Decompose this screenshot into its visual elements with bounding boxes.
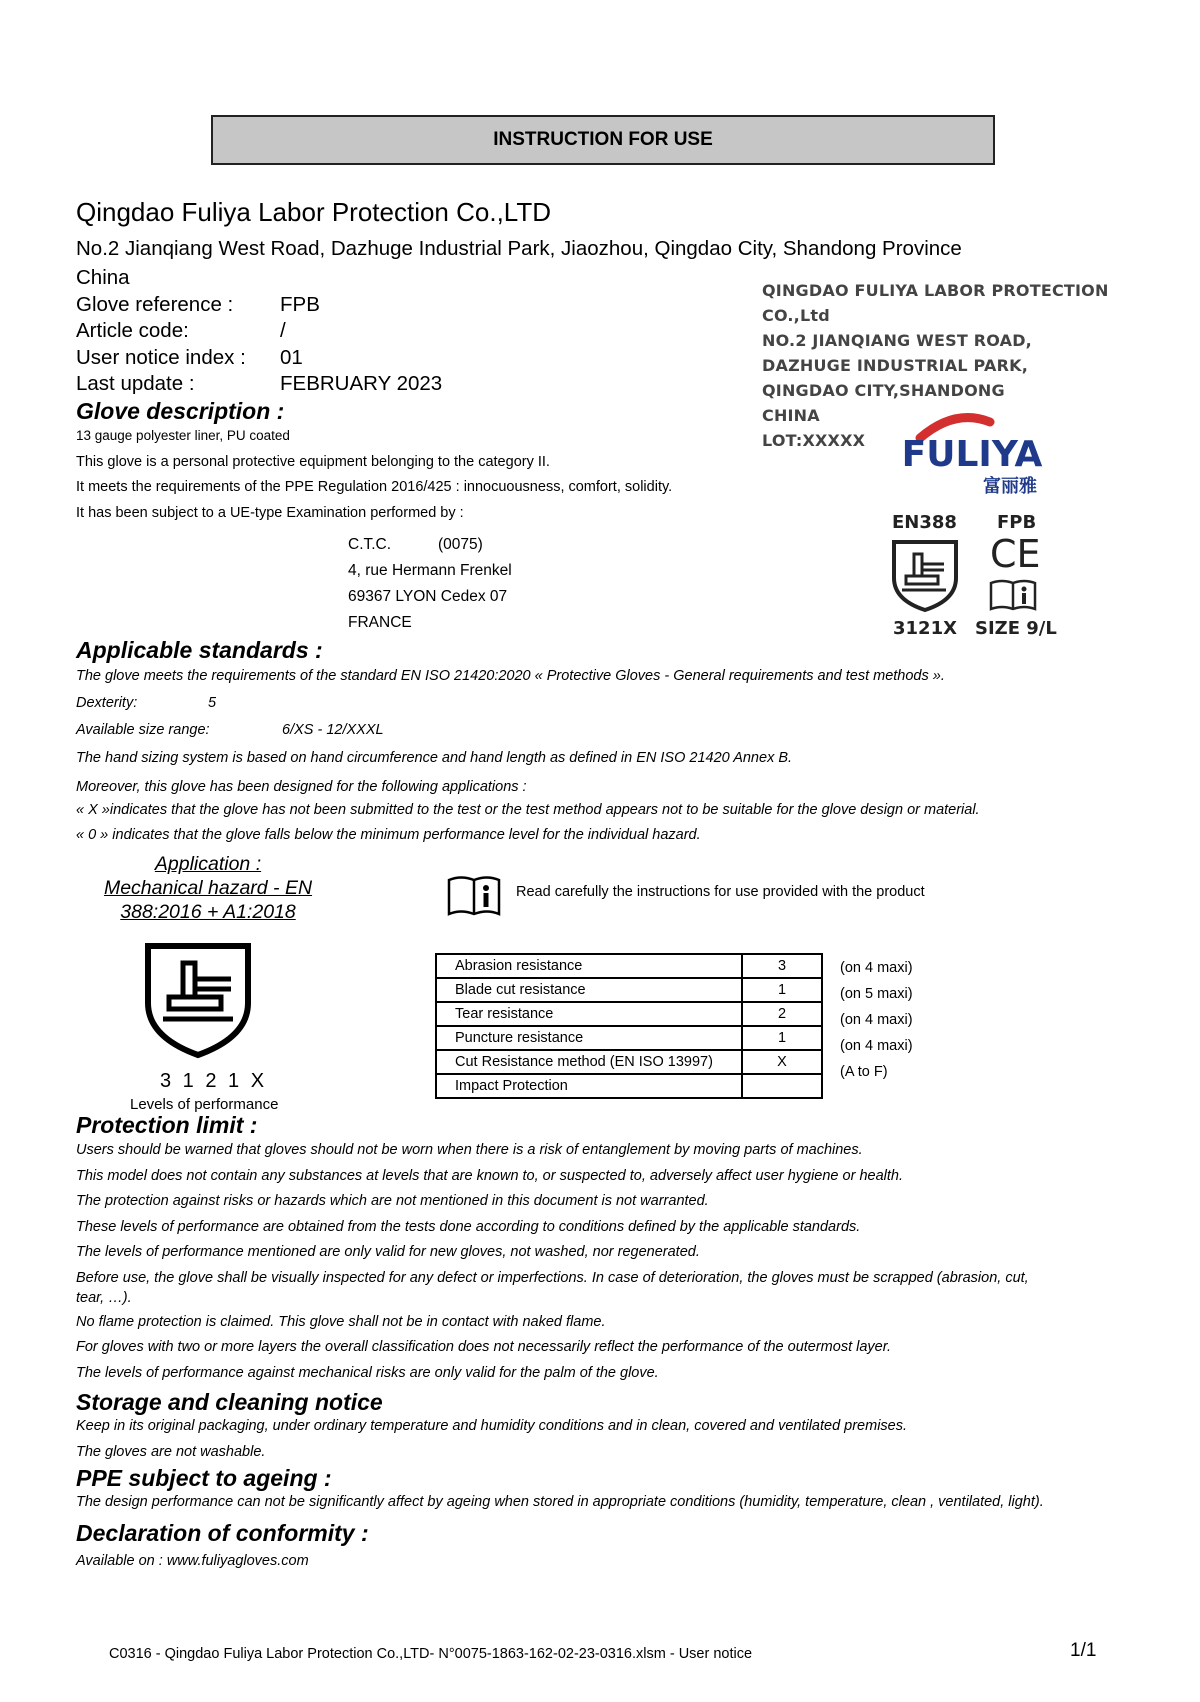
notified-body-street: 4, rue Hermann Frenkel bbox=[348, 562, 512, 579]
storage-heading: Storage and cleaning notice bbox=[76, 1389, 383, 1415]
performance-max: (A to F) bbox=[840, 1064, 888, 1080]
description-line: This glove is a personal protective equipment belonging to the category II. bbox=[76, 454, 550, 470]
company-country: China bbox=[76, 266, 130, 289]
standards-line: Moreover, this glove has been designed for the following applications : bbox=[76, 779, 527, 795]
user-notice-index-label: User notice index : bbox=[76, 346, 246, 369]
applicable-standards-heading: Applicable standards : bbox=[76, 637, 323, 663]
ce-mark-icon: CE bbox=[990, 532, 1041, 576]
glove-reference-label: Glove reference : bbox=[76, 293, 234, 316]
levels-of-performance-label: Levels of performance bbox=[130, 1096, 279, 1113]
label-line: NO.2 JIANQIANG WEST ROAD, bbox=[762, 331, 1032, 350]
glove-description-heading: Glove description : bbox=[76, 398, 285, 424]
performance-code: 3 1 2 1 X bbox=[160, 1070, 268, 1092]
protection-line: The levels of performance mentioned are only valid for new gloves, not washed, nor regenerated. bbox=[76, 1244, 700, 1260]
performance-value: 1 bbox=[742, 978, 822, 1002]
performance-name: Blade cut resistance bbox=[436, 978, 742, 1002]
user-notice-index-value: 01 bbox=[280, 346, 303, 369]
page-number: 1/1 bbox=[1070, 1640, 1097, 1661]
performance-value: 2 bbox=[742, 1002, 822, 1026]
performance-value: 3 bbox=[742, 954, 822, 978]
ageing-heading: PPE subject to ageing : bbox=[76, 1465, 332, 1491]
protection-line: The levels of performance against mechanical risks are only valid for the palm of the glove. bbox=[76, 1365, 659, 1381]
label-size: SIZE 9/L bbox=[975, 618, 1057, 639]
protection-line: The protection against risks or hazards which are not mentioned in this document is not warranted. bbox=[76, 1193, 709, 1209]
performance-max: (on 4 maxi) bbox=[840, 1038, 913, 1054]
document-title: INSTRUCTION FOR USE bbox=[211, 115, 995, 165]
standards-line: The hand sizing system is based on hand circumference and hand length as defined in EN ISO 21420 Annex B. bbox=[76, 750, 793, 766]
notified-body-country: FRANCE bbox=[348, 614, 412, 631]
size-range-label: Available size range: bbox=[76, 722, 210, 738]
description-line: It meets the requirements of the PPE Regulation 2016/425 : innocuousness, comfort, solidity. bbox=[76, 479, 673, 495]
protection-line: These levels of performance are obtained from the tests done according to conditions defined by the applicable standards. bbox=[76, 1219, 861, 1235]
mechanical-hazard-line1: Mechanical hazard - EN bbox=[103, 877, 313, 899]
read-instructions-book-icon bbox=[446, 874, 502, 918]
table-row bbox=[436, 1026, 822, 1050]
label-line: CO.,Ltd bbox=[762, 306, 830, 325]
label-line: CHINA bbox=[762, 406, 820, 425]
performance-name: Cut Resistance method (EN ISO 13997) bbox=[436, 1050, 742, 1074]
performance-name: Impact Protection bbox=[436, 1074, 742, 1098]
performance-value bbox=[742, 1074, 822, 1098]
table-row bbox=[436, 954, 822, 978]
performance-table bbox=[435, 953, 823, 1099]
article-code-value: / bbox=[280, 319, 286, 342]
standards-line: « 0 » indicates that the glove falls below the minimum performance level for the individual hazard. bbox=[76, 827, 701, 843]
company-address: No.2 Jianqiang West Road, Dazhuge Industrial Park, Jiaozhou, Qingdao City, Shandong Province bbox=[76, 237, 962, 260]
label-line: LOT:XXXXX bbox=[762, 431, 866, 450]
dexterity-value: 5 bbox=[208, 695, 217, 711]
last-update-value: FEBRUARY 2023 bbox=[280, 372, 443, 395]
performance-name: Puncture resistance bbox=[436, 1026, 742, 1050]
protection-line: For gloves with two or more layers the overall classification does not necessarily reflect the performance of the outermost layer. bbox=[76, 1339, 892, 1355]
notified-body-city: 69367 LYON Cedex 07 bbox=[348, 588, 508, 605]
label-reference: FPB bbox=[997, 512, 1037, 533]
table-row bbox=[436, 978, 822, 1002]
protection-line: Before use, the glove shall be visually inspected for any defect or imperfections. In case of deterioration, the gloves must be scrapped (abrasion, cut, bbox=[76, 1270, 1029, 1286]
company-name: Qingdao Fuliya Labor Protection Co.,LTD bbox=[76, 197, 551, 227]
footer-text: C0316 - Qingdao Fuliya Labor Protection Co.,LTD- N°0075-1863-162-02-23-0316.xlsm - User notice bbox=[109, 1646, 753, 1662]
table-row bbox=[436, 1002, 822, 1026]
conformity-heading: Declaration of conformity : bbox=[76, 1520, 369, 1546]
application-title: Application : bbox=[154, 853, 262, 875]
mechanical-hazard-shield-icon bbox=[143, 941, 253, 1061]
dexterity-label: Dexterity: bbox=[76, 695, 138, 711]
protection-line: No flame protection is claimed. This glove shall not be in contact with naked flame. bbox=[76, 1314, 606, 1330]
performance-value: 1 bbox=[742, 1026, 822, 1050]
description-line: 13 gauge polyester liner, PU coated bbox=[76, 428, 290, 443]
label-code: 3121X bbox=[893, 618, 957, 639]
performance-name: Tear resistance bbox=[436, 1002, 742, 1026]
protection-limit-heading: Protection limit : bbox=[76, 1112, 258, 1138]
performance-max: (on 5 maxi) bbox=[840, 986, 913, 1002]
conformity-link[interactable]: Available on : www.fuliyagloves.com bbox=[76, 1553, 309, 1569]
label-line: DAZHUGE INDUSTRIAL PARK, bbox=[762, 356, 1028, 375]
performance-name: Abrasion resistance bbox=[436, 954, 742, 978]
brand-name: FULIYA bbox=[901, 434, 1043, 475]
notified-body-name: C.T.C. bbox=[348, 536, 392, 553]
ageing-line: The design performance can not be significantly affect by ageing when stored in appropriate conditions (humidity, temperature, clean , ventilated, light). bbox=[76, 1494, 1044, 1510]
last-update-label: Last update : bbox=[76, 372, 195, 395]
read-instructions-note: Read carefully the instructions for use provided with the product bbox=[516, 884, 925, 900]
brand-name-cn: 富丽雅 bbox=[983, 476, 1037, 497]
storage-line: The gloves are not washable. bbox=[76, 1444, 266, 1460]
protection-line: Users should be warned that gloves should not be worn when there is a risk of entanglement by moving parts of machines. bbox=[76, 1142, 863, 1158]
protection-line: This model does not contain any substances at levels that are known to, or suspected to, adversely affect user hygiene or health. bbox=[76, 1168, 903, 1184]
performance-max: (on 4 maxi) bbox=[840, 1012, 913, 1028]
mechanical-hazard-line2: 388:2016 + A1:2018 bbox=[120, 901, 296, 923]
glove-reference-value: FPB bbox=[280, 293, 320, 316]
description-line: It has been subject to a UE-type Examination performed by : bbox=[76, 505, 464, 521]
notified-body-number: (0075) bbox=[438, 536, 483, 553]
label-standard: EN388 bbox=[892, 512, 957, 533]
table-row bbox=[436, 1074, 822, 1098]
fuliya-logo bbox=[880, 408, 1065, 498]
performance-value: X bbox=[742, 1050, 822, 1074]
label-shield-icon bbox=[890, 538, 960, 614]
size-range-value: 6/XS - 12/XXXL bbox=[282, 722, 384, 738]
standards-line: « X »indicates that the glove has not been submitted to the test or the test method appears not to be suitable for the glove design or material. bbox=[76, 802, 980, 818]
article-code-label: Article code: bbox=[76, 319, 189, 342]
label-line: QINGDAO FULIYA LABOR PROTECTION bbox=[762, 281, 1109, 300]
standards-intro: The glove meets the requirements of the standard EN ISO 21420:2020 « Protective Gloves - General requirements and test methods ». bbox=[76, 668, 945, 684]
storage-line: Keep in its original packaging, under ordinary temperature and humidity conditions and in clean, covered and ventilated premises. bbox=[76, 1418, 908, 1434]
protection-line: tear, …). bbox=[76, 1290, 132, 1306]
label-book-icon bbox=[988, 577, 1038, 613]
performance-max: (on 4 maxi) bbox=[840, 960, 913, 976]
table-row bbox=[436, 1050, 822, 1074]
label-line: QINGDAO CITY,SHANDONG bbox=[762, 381, 1005, 400]
